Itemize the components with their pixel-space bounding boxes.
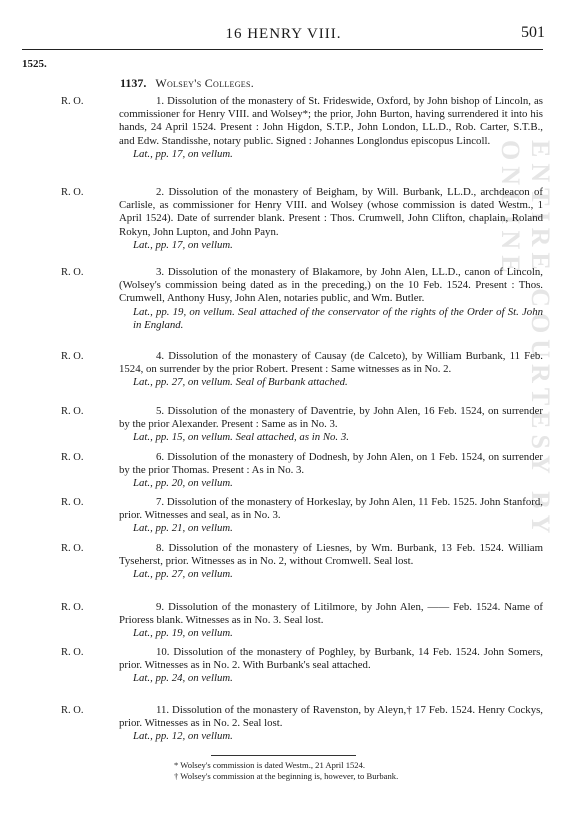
footnote: † Wolsey's commission at the beginning is, however, to Burbank. [174,771,399,781]
source-label: R. O. [61,543,84,554]
entry-lat: Lat., pp. 12, on vellum. [133,730,233,743]
source-label: R. O. [61,406,84,417]
source-label: R. O. [61,602,84,613]
footnote-rule [211,755,356,756]
entry-text: 11. Dissolution of the monastery of Ravenston, by Aleyn,† 17 Feb. 1524. Henry Cockys, prior. Witnesses as in No. 2. Seal lost. [119,704,543,730]
section-number: 1137. [120,76,147,90]
entry [119,646,543,686]
entry [119,704,543,744]
section-heading [120,76,254,91]
entry-lat: Lat., pp. 27, on vellum. Seal of Burbank attached. [133,376,348,389]
entry-lat: Lat., pp. 20, on vellum. [133,477,233,490]
entry [119,350,543,390]
source-label: R. O. [61,187,84,198]
source-label: R. O. [61,647,84,658]
entry [119,542,543,582]
entry [119,496,543,536]
entry [119,266,543,332]
entry [119,95,543,161]
entry-text: 7. Dissolution of the monastery of Horkeslay, by John Alen, 11 Feb. 1525. John Stanford, prior. Witnesses and seal, as in No. 3. [119,496,543,522]
entry-lat: Lat., pp. 24, on vellum. [133,672,233,685]
entry-text: 3. Dissolution of the monastery of Blakamore, by John Alen, LL.D., canon of Lincoln, (Wolsey's commission being dated as in the preceding,) on the 10 Feb. 1524. Present : Thos. Crumwell, Anthony Husy, John Alen, notaries public, and Wm. Butler. [119,266,543,305]
entry-text: 8. Dissolution of the monastery of Liesnes, by Wm. Burbank, 13 Feb. 1524. William Tyseherst, prior. Witnesses as in No. 2, without Cromwell. Seal lost. [119,542,543,568]
source-label: R. O. [61,497,84,508]
entry [119,405,543,445]
entry-lat: Lat., pp. 27, on vellum. [133,568,233,581]
year-marker: 1525. [22,58,47,70]
entry-lat: Lat., pp. 19, on vellum. Seal attached of the conservator of the rights of the Order of St. John in England. [133,305,543,331]
footnote: * Wolsey's commission is dated Westm., 21 April 1524. [174,760,366,770]
entry [119,451,543,491]
entry-text: 4. Dissolution of the monastery of Causay (de Calceto), by William Burbank, 11 Feb. 1524, on surrender by the prior Robert. Present : Same witnesses as in No. 2. [119,350,543,376]
entry [119,186,543,252]
source-label: R. O. [61,351,84,362]
entry-text: 1. Dissolution of the monastery of St. Frideswide, Oxford, by John bishop of Lincoln, as commissioner for Henry VIII. and Wolsey*; the prior, John Burton, having surrendered it into his hands, 24 April 1524. Present : John Higdon, S.T.P., John London, LL.D., Rob. Carter, S.T.B., and Edw. Standisshe, notary public. Signed : Johannes Longlondus episcopus Lincoll. [119,95,543,147]
entry-text: 6. Dissolution of the monastery of Dodnesh, by John Alen, on 1 Feb. 1524, on surrender by the prior Thomas. Present : As in No. 3. [119,451,543,477]
source-label: R. O. [61,267,84,278]
entry-lat: Lat., pp. 17, on vellum. [133,238,233,251]
entry [119,601,543,641]
running-title: 16 HENRY VIII. [225,26,342,42]
source-label: R. O. [61,96,84,107]
section-title: Wolsey's Colleges. [155,76,255,90]
source-label: R. O. [61,705,84,716]
entry-lat: Lat., pp. 15, on vellum. Seal attached, as in No. 3. [133,431,349,444]
entry-text: 10. Dissolution of the monastery of Poghley, by Burbank, 14 Feb. 1524. John Somers, prior. Witnesses as in No. 2. With Burbank's seal attached. [119,646,543,672]
header-rule [22,49,543,50]
entry-lat: Lat., pp. 21, on vellum. [133,522,233,535]
watermark: ENTIRE COURTESY BY ONLINE [496,140,555,539]
entry-lat: Lat., pp. 19, on vellum. [133,627,233,640]
entry-text: 2. Dissolution of the monastery of Beigham, by Will. Burbank, LL.D., archdeacon of Carlisle, as commissioner for Henry VIII. and Wolsey (whose commission is dated Westm., 1 April 1524). Date of surrender blank. Present : Thos. Crumwell, John Clifton, chaplain, Roland Rokyn, John Lupton, and John Payn. [119,186,543,238]
source-label: R. O. [61,452,84,463]
page-number: 501 [521,24,545,41]
entry-text: 5. Dissolution of the monastery of Daventrie, by John Alen, 16 Feb. 1524, on surrender by the prior Alexander. Present : Same as in No. 3. [119,405,543,431]
entry-text: 9. Dissolution of the monastery of Litilmore, by John Alen, —— Feb. 1524. Name of Prioress blank. Witnesses as in No. 3. Seal lost. [119,601,543,627]
entry-lat: Lat., pp. 17, on vellum. [133,147,233,160]
